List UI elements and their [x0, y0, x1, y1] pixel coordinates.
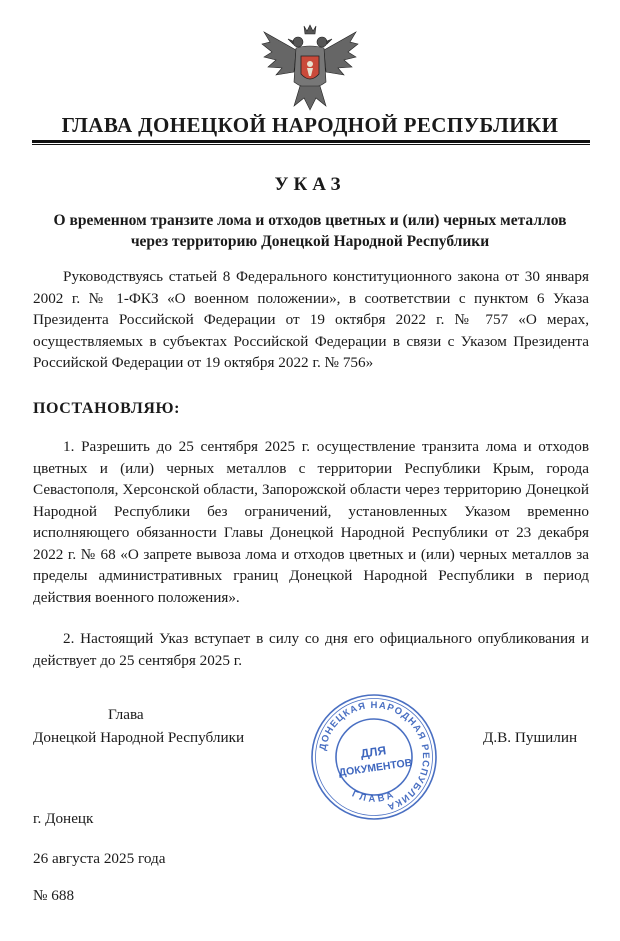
stamp-center-line-2: ДОКУМЕНТОВ	[338, 756, 414, 779]
header-rule-thick	[32, 140, 590, 143]
preamble-paragraph: Руководствуясь статьей 8 Федерального конституционного закона от 30 января 2002 г. № 1-ФКЗ «О военном положении», в соответствии с пунктом 6 Указа Президента Российской Федерации от 19 октября 2022 г. № 757 «О мерах, осуществляемых в субъектах Российской Федерации в связи с Указом Президента Российской Федерации от 19 октября 2022 г. № 756»	[33, 268, 589, 371]
decree-item-2: 2. Настоящий Указ вступает в силу со дня его официального опубликования и действует до 25 сентября 2025 г.	[33, 630, 589, 669]
decree-word: ПОСТАНОВЛЯЮ:	[33, 400, 181, 417]
decree-number: № 688	[33, 887, 75, 904]
decree-item-1: 1. Разрешить до 25 сентября 2025 г. осуществление транзита лома и отходов цветных и (или) черных металлов с территории Республики Крым, города Севастополя, Херсонской области, Запорожской области через территорию Донецкой Народной Республики без ограничений, установленных Указом временно исполняющего обязанности Главы Донецкой Народной Республики от 23 декабря 2022 г. № 68 «О запрете вывоза лома и отходов цветных и (или) черных металлов за пределы административных границ Донецкой Народной Республики в период действия военного положения».	[33, 438, 589, 606]
issue-place: г. Донецк	[33, 810, 94, 827]
signatory-name: Д.В. Пушилин	[483, 729, 578, 746]
signatory-title-line-2: Донецкой Народной Республики	[33, 729, 245, 746]
document-subject	[20, 210, 600, 252]
header-rule-thin	[32, 144, 590, 145]
issuer-heading: ГЛАВА ДОНЕЦКОЙ НАРОДНОЙ РЕСПУБЛИКИ	[61, 113, 559, 137]
subject-line-1: О временном транзите лома и отходов цветных и (или) черных металлов	[53, 212, 567, 229]
signatory-title-line-1: Глава	[108, 706, 144, 723]
subject-line-2: через территорию Донецкой Народной Республики	[130, 233, 490, 250]
issue-date: 26 августа 2025 года	[33, 850, 166, 867]
stamp-ring-text: ДОНЕЦКАЯ НАРОДНАЯ РЕСПУБЛИКА	[317, 699, 432, 813]
coat-of-arms-emblem	[260, 22, 360, 114]
stamp-center-line-1: ДЛЯ	[359, 743, 387, 761]
document-type: УКАЗ	[274, 174, 346, 195]
official-stamp	[309, 692, 439, 822]
stamp-bottom-text: ГЛАВА	[350, 788, 398, 805]
